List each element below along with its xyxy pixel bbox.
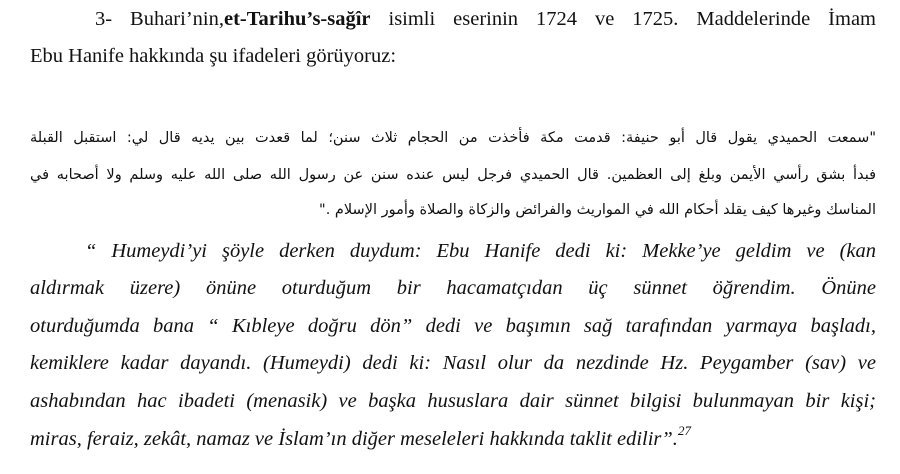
arabic-quote-line-3: المناسك وغيرها كيف يقلد أحكام الله في المواريث والفرائض والزكاة والصلاة وأمور الإسلام ." xyxy=(319,202,876,218)
translation-line-2: aldırmak üzere) önüne oturduğum bir hacamatçıdan üç sünnet öğrendim. Önüne xyxy=(30,277,876,299)
intro-line-1 xyxy=(30,6,876,32)
intro-prefix: 3- Buhari’nin, xyxy=(95,8,224,30)
footnote-reference[interactable]: 27 xyxy=(677,423,691,439)
translation-last-text: miras, feraiz, zekât, namaz ve İslam’ın diğer meseleleri hakkında taklit edilir”. xyxy=(30,428,678,450)
translation-line-3: oturduğumda bana “ Kıbleye doğru dön” dedi ve başımın sağ tarafından yarmaya başladı, xyxy=(30,315,876,337)
translation-line-4: kemiklere kadar dayandı. (Humeydi) dedi ki: Nasıl olur da nezdinde Hz. Peygamber (sav) ve xyxy=(30,352,876,374)
arabic-quote-line-1: "سمعت الحميدي يقول قال أبو حنيفة: قدمت مكة فأخذت من الحجام ثلاث سنن؛ لما قعدت بين يديه قال لي: استقبل القبلة xyxy=(30,130,876,146)
intro-line-2: Ebu Hanife hakkında şu ifadeleri görüyoruz: xyxy=(30,45,397,67)
translation-line-6 xyxy=(30,423,876,452)
translation-line-1: “ Humeydi’yi şöyle derken duydum: Ebu Hanife dedi ki: Mekke’ye geldim ve (kan xyxy=(85,240,876,262)
translation-line-5: ashabından hac ibadeti (menasik) ve başka hususlara dair sünnet bilgisi bulunmayan bir kişi; xyxy=(30,390,876,412)
book-title: et-Tarihu’s-sağîr xyxy=(223,8,371,30)
intro-suffix: isimli eserinin 1724 ve 1725. Maddelerinde İmam xyxy=(370,8,876,30)
arabic-quote-line-2: فبدأ بشق رأسي الأيمن وبلغ إلى العظمين. قال الحميدي فرجل ليس عنده سنن عن رسول الله صلى الله عليه وسلم ولا أصحابه في xyxy=(30,167,876,183)
